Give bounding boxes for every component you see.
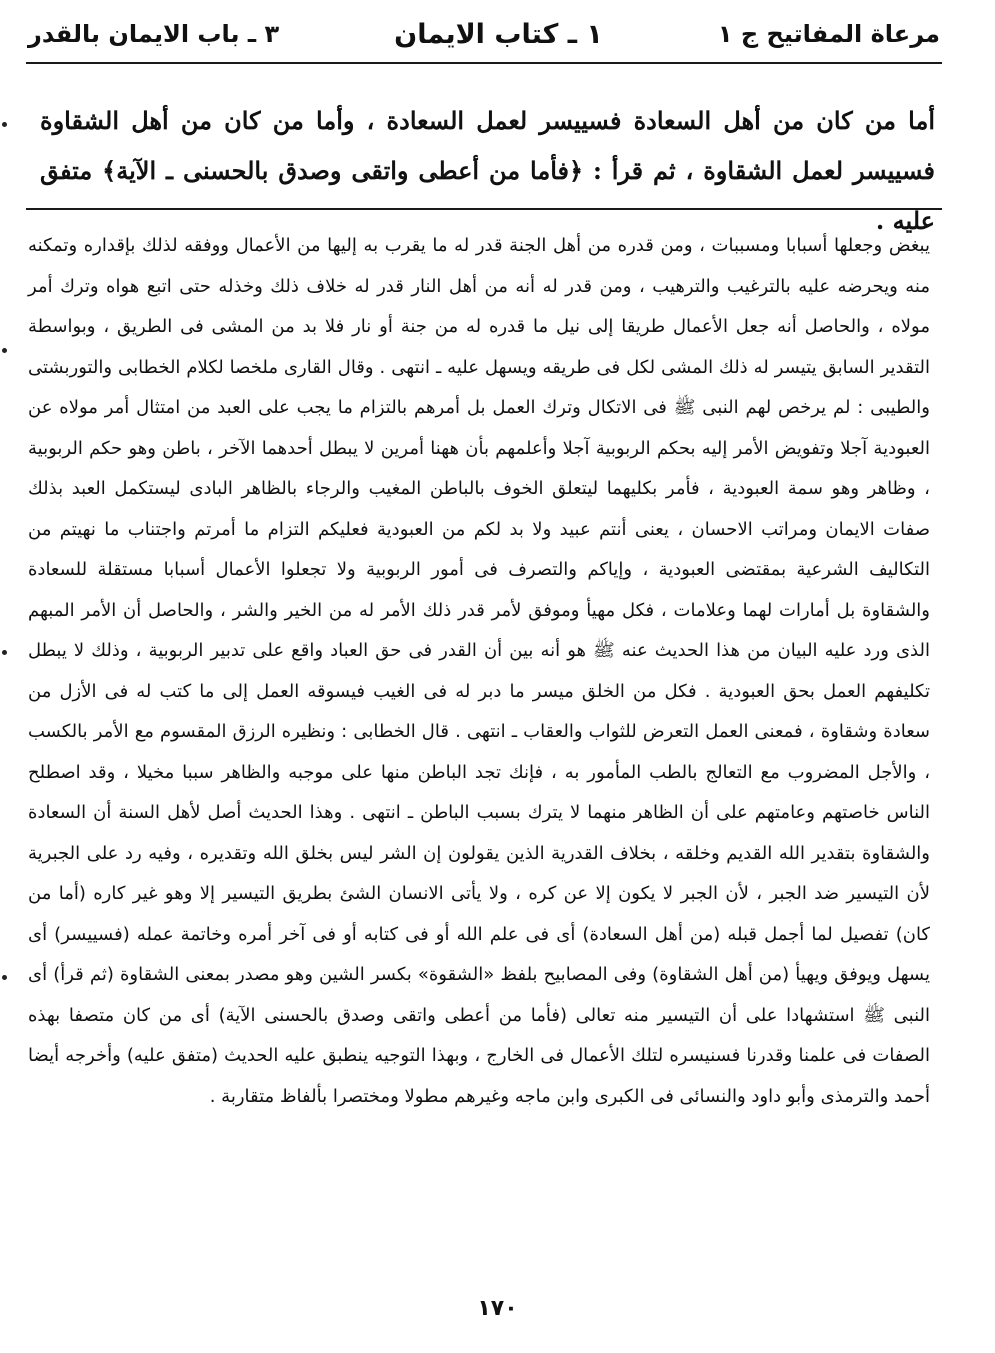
header-rule [26,62,942,64]
hadith-text: أما من كان من أهل السعادة فسييسر لعمل السعادة ، وأما من كان من أهل الشقاوة فسييسر لعمل الشقاوة ، ثم قرأ : ﴿فأما من أعطى واتقى وصدق بالحسنى ـ الآية﴾ متفق عليه . [40,106,935,235]
margin-mark [2,348,7,353]
header-kitab-title: ١ ـ كتاب الايمان [394,18,603,50]
margin-mark [2,650,7,655]
page-number: ١٧٠ [477,1296,518,1321]
margin-mark [2,975,7,980]
hadith-separator-rule [26,208,942,210]
page-header [28,14,940,54]
header-bab-title: ٣ ـ باب الايمان بالقدر [28,20,280,48]
margin-mark [2,122,7,127]
commentary-body [28,226,930,1117]
commentary-paragraph: يبغض وجعلها أسبابا ومسببات ، ومن قدره من أهل الجنة قدر له ما يقرب به إليها من الأعمال ووفقه لذلك بإقداره وتمكنه منه ويحرضه عليه بالترغيب والترهيب ، ومن قدر له أنه من أهل النار قدر له خلاف ذلك وخذله حتى اتبع هواه وترك أمر مولاه ، والحاصل أنه جعل الأعمال طريقا إلى نيل ما قدره له من جنة أو نار فلا بد من المشى فى الطريق ، وبواسطة التقدير السابق يتيسر له ذلك المشى لكل فى طريقه ويسهل عليه ـ انتهى . وقال القارى ملخصا لكلام الخطابى والتوربشتى والطيبى : لم يرخص لهم النبى ﷺ فى الاتكال وترك العمل بل أمرهم بالتزام ما يجب على العبد من امتثال أمر مولاه عن العبودية آجلا وتفويض الأمر إليه بحكم الربوبية آجلا وأعلمهم بأن ههنا أمرين لا يبطل أحدهما الآخر ، باطن وهو حكم الربوبية ، وظاهر وهو سمة العبودية ، فأمر بكليهما ليتعلق الخوف بالباطن المغيب والرجاء بالظاهر البادى ليستكمل العبد بذلك صفات الايمان ومراتب الاحسان ، يعنى أنتم عبيد ولا بد لكم من العبودية فعليكم التزام ما أمرتم واجتناب ما نهيتم من التكاليف الشرعية بمقتضى العبودية ، وإياكم والتصرف فى أمور الربوبية ولا تجعلوا الأعمال أسبابا مستقلة للسعادة والشقاوة بل أمارات لهما وعلامات ، فكل مهيأ وموفق لأمر قدر ذلك الأمر له من الخير والشر ، والحاصل أن الأمر المبهم الذى ورد عليه البيان من هذا الحديث عنه ﷺ هو أنه بين أن القدر فى حق العباد واقع على تدبير الربوبية ، وذلك لا يبطل تكليفهم العمل بحق العبودية . فكل من الخلق ميسر ما دبر له فى الغيب فيسوقه العمل إلى ما كتب له فى الأزل من سعادة وشقاوة ، فمعنى العمل التعرض للثواب والعقاب ـ انتهى . قال الخطابى : ونظيره الرزق المقسوم مع الأمر بالكسب ، والأجل المضروب مع التعالج بالطب المأمور به ، فإنك تجد الباطن منها على موجبه والظاهر سببا مخيلا ، وقد اصطلح الناس خاصتهم وعامتهم على أن الظاهر منهما لا يترك بسبب الباطن ـ انتهى . وهذا الحديث أصل لأهل السنة أن السعادة والشقاوة بتقدير الله القديم وخلقه ، بخلاف القدرية الذين يقولون إن الشر ليس بخلق الله وتقديره ، وفيه رد على الجبرية لأن التيسير ضد الجبر ، لأن الجبر لا يكون إلا عن كره ، ولا يأتى الانسان الشئ بطريق التيسير إلا وهو غير كاره (أما من كان) تفصيل لما أجمل قبله (من أهل السعادة) أى فى علم الله أو فى كتابه أو فى آخر أمره وخاتمة عمله (فسييسر) أى يسهل ويوفق ويهيأ (من أهل الشقاوة) وفى المصابيح بلفظ «الشقوة» بكسر الشين وهو مصدر بمعنى الشقاوة (ثم قرأ) أى النبى ﷺ استشهادا على أن التيسير منه تعالى (فأما من أعطى واتقى وصدق بالحسنى الآية) أى من كان متصفا بهذه الصفات فى علمنا وقدرنا فسنيسره لتلك الأعمال فى الخارج ، وبهذا التوجيه ينطبق عليه الحديث (متفق عليه) وأخرجه أيضا أحمد والترمذى وأبو داود والنسائى فى الكبرى وابن ماجه وغيرهم مطولا ومختصرا بألفاظ متقاربة . [28,235,930,1107]
header-book-title: مرعاة المفاتيح ج ١ [717,20,940,48]
